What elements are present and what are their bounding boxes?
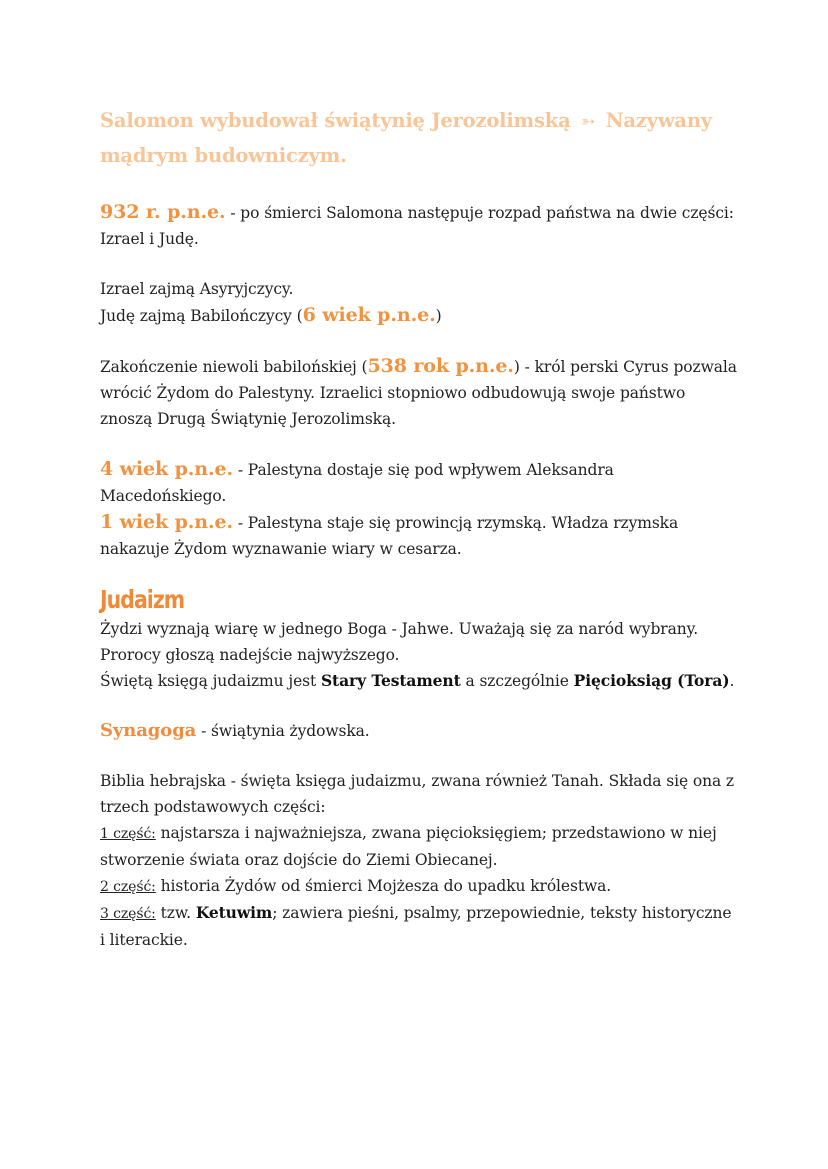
paragraph-split <box>100 199 740 252</box>
biblia-intro: Biblia hebrajska - święta księga judaizmu, zwana również Tanah. Składa się ona z trzech podstawowych części: <box>100 772 734 816</box>
part2-text: historia Żydów od śmierci Mojżesza do upadku królestwa. <box>155 877 612 895</box>
judaizm-line3-pre: Świętą księgą judaizmu jest <box>100 672 321 690</box>
section-title-judaizm <box>100 584 740 616</box>
salomon-heading <box>100 104 740 173</box>
judaizm-line1: Żydzi wyznają wiarę w jednego Boga - Jahwe. Uważają się za naród wybrany. <box>100 620 699 638</box>
piecioksiag: Pięcioksiąg (Tora) <box>573 671 730 690</box>
babylon-pre: Zakończenie niewoli babilońskiej ( <box>100 358 368 376</box>
judaizm-line3-mid: a szczególnie <box>460 672 574 690</box>
judea-pre: Judę zajmą Babilończycy ( <box>100 307 303 325</box>
paragraph-judaizm <box>100 616 740 694</box>
paragraph-biblia <box>100 768 740 953</box>
part2-label: 2 część: <box>100 879 156 895</box>
date-6-wiek: 6 wiek p.n.e. <box>302 304 436 326</box>
part3-pre: tzw. <box>155 904 196 922</box>
synagoga-text: - świątynia żydowska. <box>196 722 370 740</box>
roman-text: - Palestyna staje się prowincją rzymską. Władza rzymska nakazuje Żydom wyznawanie wiary w cesarza. <box>100 514 679 558</box>
date-932: 932 r. p.n.e. <box>100 201 226 223</box>
paragraph-centuries <box>100 456 740 562</box>
synagoga-term: Synagoga <box>100 720 197 741</box>
judea-post: ) <box>435 307 442 325</box>
date-1-wiek: 1 wiek p.n.e. <box>100 511 234 533</box>
document-content <box>100 104 740 953</box>
date-4-wiek: 4 wiek p.n.e. <box>100 458 234 480</box>
judaizm-line3-post: . <box>729 672 735 690</box>
date-538: 538 rok p.n.e. <box>367 355 514 377</box>
part1-text: najstarsza i najważniejsza, zwana pięcioksięgiem; przedstawiono w niej stworzenie świata oraz dojście do Ziemi Obiecanej. <box>100 824 717 869</box>
part3-text: ; zawiera pieśni, psalmy, przepowiednie, teksty historyczne i literackie. <box>100 904 732 949</box>
israel-line: Izrael zajmą Asyryjczycy. <box>100 280 294 298</box>
babylon-post: ) - król perski Cyrus pozwala wrócić Żydom do Palestyny. Izraelici stopniowo odbudowują swoje państwo znoszą Drugą Świątynię Jerozolimską. <box>100 358 737 428</box>
ketuwim: Ketuwim <box>195 903 273 922</box>
macedonian-text: - Palestyna dostaje się pod wpływem Aleksandra Macedońskiego. <box>100 461 614 505</box>
part1-label: 1 część: <box>100 826 156 842</box>
judaizm-line2: Prorocy głoszą nadejście najwyższego. <box>100 646 400 664</box>
part3-label: 3 część: <box>100 906 156 922</box>
arrow-icon: ➳ <box>581 112 596 132</box>
heading-part1: Salomon wybudował świątynię Jerozolimską <box>100 109 571 132</box>
paragraph-synagoga <box>100 718 740 744</box>
stary-testament: Stary Testament <box>320 671 461 690</box>
heading-part2: Nazywany mądrym budowniczym. <box>100 109 712 167</box>
paragraph-babylon-end <box>100 353 740 432</box>
paragraph-conquests <box>100 276 740 329</box>
split-text: - po śmierci Salomona następuje rozpad państwa na dwie części: Izrael i Judę. <box>100 204 734 248</box>
judaizm-title: Judaizm <box>100 585 185 614</box>
